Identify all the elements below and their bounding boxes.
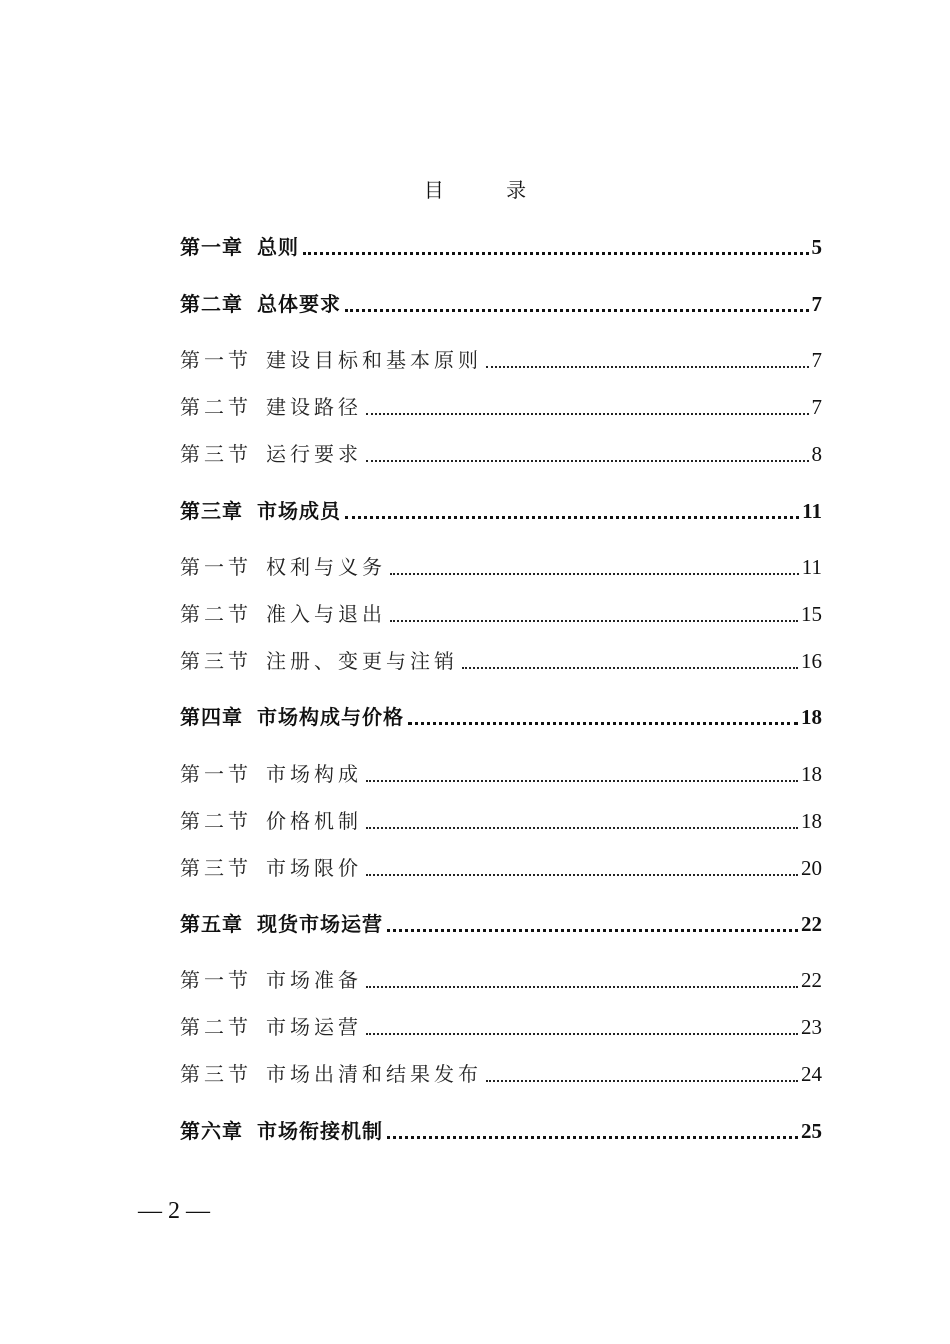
toc-entry-title: 价格机制 [266, 809, 362, 833]
toc-chapter-entry[interactable] [180, 229, 822, 261]
toc-entry-title: 市场出清和结果发布 [266, 1062, 482, 1086]
toc-entry-label [180, 703, 404, 731]
toc-entry-number: 第三节 [180, 1062, 252, 1086]
dot-leader [366, 986, 798, 988]
dot-leader [345, 516, 799, 519]
dot-leader [387, 929, 798, 932]
toc-entry-page: 16 [801, 649, 822, 673]
toc-entry-title: 市场准备 [266, 968, 362, 992]
dot-leader [390, 620, 798, 622]
dot-leader [366, 1033, 798, 1035]
toc-entry-page: 15 [801, 602, 822, 626]
toc-chapter-entry[interactable] [180, 699, 822, 731]
toc-entry-label [180, 440, 362, 468]
toc-entry-number: 第三节 [180, 856, 252, 880]
toc-entry-label [180, 910, 383, 938]
dot-leader [366, 413, 809, 415]
toc-entry-title: 市场衔接机制 [257, 1119, 383, 1143]
dot-leader [366, 780, 798, 782]
toc-entry-number: 第二节 [180, 602, 252, 626]
toc-entry-label [180, 497, 341, 525]
toc-entry-title: 市场构成 [266, 762, 362, 786]
toc-entry-title: 市场运营 [266, 1015, 362, 1039]
toc-entry-number: 第二章 [180, 292, 243, 316]
dot-leader [366, 827, 798, 829]
toc-entry-label [180, 290, 341, 318]
toc-entry-page: 18 [801, 705, 822, 729]
toc-entry-title: 现货市场运营 [257, 912, 383, 936]
toc-section-entry[interactable] [180, 803, 822, 835]
toc-entry-title: 权利与义务 [266, 555, 386, 579]
toc-entry-number: 第二节 [180, 1015, 252, 1039]
toc-section-entry[interactable] [180, 962, 822, 994]
toc-entry-page: 7 [811, 348, 822, 372]
toc-entry-label [180, 600, 386, 628]
toc-entry-page: 7 [811, 395, 822, 419]
toc-entry-number: 第二节 [180, 395, 252, 419]
toc-entry-label [180, 1117, 383, 1145]
toc-entry-label [180, 854, 362, 882]
toc-entry-title: 市场成员 [257, 499, 341, 523]
toc-section-entry[interactable] [180, 436, 822, 468]
toc-entry-number: 第六章 [180, 1119, 243, 1143]
toc-section-entry[interactable] [180, 389, 822, 421]
toc-entry-label [180, 807, 362, 835]
toc-title: 目 录 [423, 178, 555, 202]
toc-section-entry[interactable] [180, 1009, 822, 1041]
toc-chapter-entry[interactable] [180, 906, 822, 938]
toc-entry-page: 11 [801, 555, 822, 579]
toc-entry-page: 22 [801, 968, 822, 992]
toc-section-entry[interactable] [180, 596, 822, 628]
dot-leader [390, 573, 799, 575]
toc-entry-number: 第三章 [180, 499, 243, 523]
toc-entry-number: 第一节 [180, 555, 252, 579]
toc-entry-title: 建设目标和基本原则 [266, 348, 482, 372]
dot-leader [462, 667, 798, 669]
toc-entry-label [180, 1013, 362, 1041]
toc-section-entry[interactable] [180, 850, 822, 882]
toc-section-entry[interactable] [180, 1056, 822, 1088]
toc-entry-page: 23 [801, 1015, 822, 1039]
toc-entry-page: 25 [801, 1119, 822, 1143]
toc-section-entry[interactable] [180, 756, 822, 788]
toc-entry-title: 建设路径 [266, 395, 362, 419]
dot-leader [486, 366, 809, 368]
toc-entry-page: 11 [802, 499, 822, 523]
dot-leader [303, 252, 809, 255]
toc-entry-label [180, 346, 482, 374]
toc-entry-title: 市场限价 [266, 856, 362, 880]
toc-entry-title: 总体要求 [257, 292, 341, 316]
toc-section-entry[interactable] [180, 549, 822, 581]
toc-entry-page: 22 [801, 912, 822, 936]
toc-entry-number: 第三节 [180, 649, 252, 673]
toc-entry-label [180, 553, 386, 581]
toc-entry-page: 18 [801, 809, 822, 833]
toc-section-entry[interactable] [180, 643, 822, 675]
toc-entry-number: 第一章 [180, 235, 243, 259]
toc-entry-number: 第二节 [180, 809, 252, 833]
toc-entry-page: 20 [801, 856, 822, 880]
toc-chapter-entry[interactable] [180, 493, 822, 525]
toc-entry-page: 18 [801, 762, 822, 786]
toc-entry-title: 总则 [257, 235, 299, 259]
toc-entry-label [180, 966, 362, 994]
toc-entry-title: 准入与退出 [266, 602, 386, 626]
toc-entry-number: 第一节 [180, 762, 252, 786]
dot-leader [366, 874, 798, 876]
toc-chapter-entry[interactable] [180, 1113, 822, 1145]
toc-entry-label [180, 1060, 482, 1088]
toc-entry-title: 运行要求 [266, 442, 362, 466]
toc-entry-number: 第四章 [180, 705, 243, 729]
toc-entry-number: 第五章 [180, 912, 243, 936]
toc-entry-page: 7 [811, 292, 822, 316]
toc-entry-page: 8 [811, 442, 822, 466]
toc-entry-title: 注册、变更与注销 [266, 649, 458, 673]
toc-entry-number: 第一节 [180, 968, 252, 992]
toc-entry-label [180, 647, 458, 675]
dot-leader [387, 1136, 798, 1139]
dot-leader [366, 460, 809, 462]
dot-leader [486, 1080, 798, 1082]
toc-chapter-entry[interactable] [180, 286, 822, 318]
toc-entry-page: 5 [811, 235, 822, 259]
page-number: — 2 — [138, 1198, 210, 1224]
dot-leader [408, 722, 798, 725]
toc-entry-number: 第三节 [180, 442, 252, 466]
toc-entry-label [180, 393, 362, 421]
toc-entry-page: 24 [801, 1062, 822, 1086]
toc-entry-number: 第一节 [180, 348, 252, 372]
dot-leader [345, 309, 809, 312]
toc-section-entry[interactable] [180, 342, 822, 374]
toc-entry-title: 市场构成与价格 [257, 705, 404, 729]
toc-entry-label [180, 760, 362, 788]
toc-entry-label [180, 233, 299, 261]
